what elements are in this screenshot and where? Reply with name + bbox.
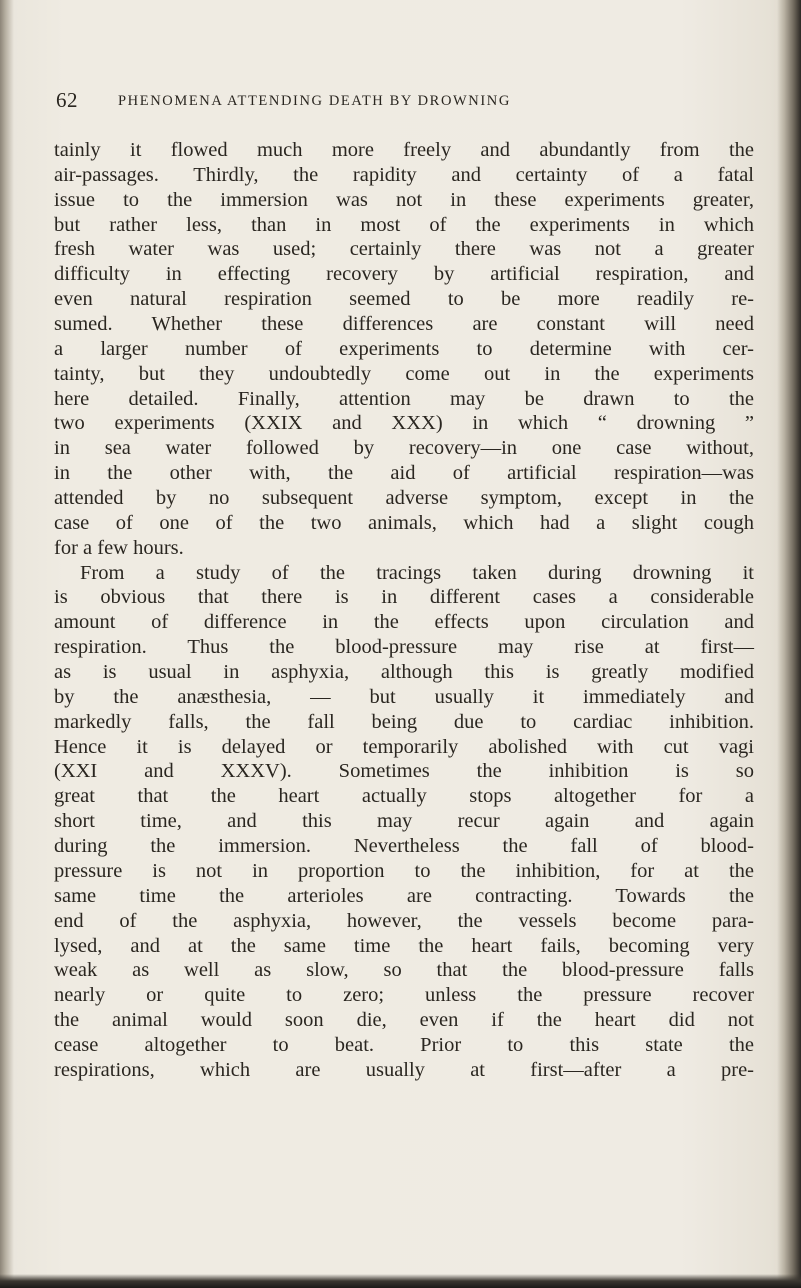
text-line: issue to the immersion was not in these experiments greater,	[54, 188, 754, 211]
text-line: sumed. Whether these differences are constant will need	[54, 313, 754, 336]
running-head: PHENOMENA ATTENDING DEATH BY DROWNING	[118, 93, 511, 109]
text-line: the animal would soon die, even if the heart did not	[54, 1009, 754, 1032]
text-line: two experiments (XXIX and XXX) in which “ drowning ”	[54, 412, 754, 435]
text-line: attended by no subsequent adverse symptom, except in the	[54, 487, 754, 510]
text-line: same time the arterioles are contracting. Towards the	[54, 884, 754, 907]
text-line: (XXI and XXXV). Sometimes the inhibition is so	[54, 760, 754, 783]
page-header	[56, 88, 756, 116]
body-text	[54, 138, 754, 1083]
text-line: Hence it is delayed or temporarily abolished with cut vagi	[54, 735, 754, 758]
text-line: markedly falls, the fall being due to cardiac inhibition.	[54, 710, 754, 733]
text-line: end of the asphyxia, however, the vessels become para-	[54, 909, 754, 932]
page-bottom-edge	[0, 1274, 801, 1288]
page-edge-shadow	[777, 0, 801, 1288]
text-line: here detailed. Finally, attention may be drawn to the	[54, 387, 754, 410]
text-line: during the immersion. Nevertheless the fall of blood-	[54, 835, 754, 858]
binding-shadow	[0, 0, 14, 1288]
page-number: 62	[56, 88, 78, 112]
text-line: respiration. Thus the blood-pressure may rise at first—	[54, 636, 754, 659]
text-line: cease altogether to beat. Prior to this state the	[54, 1033, 754, 1056]
text-line: even natural respiration seemed to be more readily re-	[54, 288, 754, 311]
text-line: lysed, and at the same time the heart fails, becoming very	[54, 934, 754, 957]
text-line: respirations, which are usually at first—after a pre-	[54, 1058, 754, 1081]
text-line: in the other with, the aid of artificial respiration—was	[54, 462, 754, 485]
text-line: weak as well as slow, so that the blood-pressure falls	[54, 959, 754, 982]
text-line: by the anæsthesia, — but usually it immediately and	[54, 685, 754, 708]
text-line: great that the heart actually stops altogether for a	[54, 785, 754, 808]
paragraph-start-line: From a study of the tracings taken during drowning it	[80, 561, 754, 584]
text-line: nearly or quite to zero; unless the pressure recover	[54, 984, 754, 1007]
text-line: in sea water followed by recovery—in one case without,	[54, 437, 754, 460]
text-line: difficulty in effecting recovery by artificial respiration, and	[54, 263, 754, 286]
text-line: short time, and this may recur again and again	[54, 810, 754, 833]
text-line: air-passages. Thirdly, the rapidity and certainty of a fatal	[54, 163, 754, 186]
text-line: amount of difference in the effects upon circulation and	[54, 611, 754, 634]
paragraph-end-line: for a few hours.	[54, 536, 184, 559]
text-line: pressure is not in proportion to the inhibition, for at the	[54, 859, 754, 882]
text-line: is obvious that there is in different cases a considerable	[54, 586, 754, 609]
text-line: but rather less, than in most of the experiments in which	[54, 213, 754, 236]
text-line: tainty, but they undoubtedly come out in the experiments	[54, 362, 754, 385]
text-line: tainly it flowed much more freely and abundantly from the	[54, 139, 754, 161]
text-line: as is usual in asphyxia, although this is greatly modified	[54, 661, 754, 684]
text-line: case of one of the two animals, which had a slight cough	[54, 511, 754, 534]
text-line: a larger number of experiments to determine with cer-	[54, 337, 754, 360]
text-line: fresh water was used; certainly there was not a greater	[54, 238, 754, 261]
